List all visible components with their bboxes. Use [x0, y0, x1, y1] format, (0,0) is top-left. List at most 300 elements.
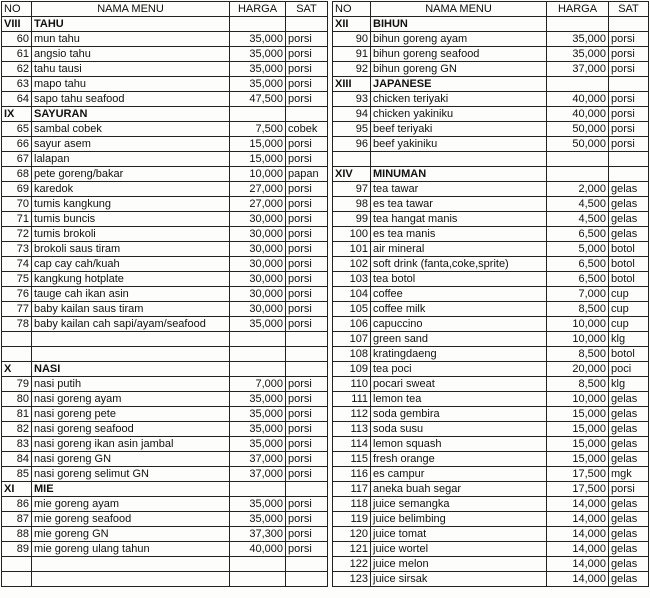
empty-cell	[2, 557, 32, 572]
item-name: baby kailan saus tiram	[32, 302, 230, 317]
item-price: 27,000	[230, 182, 286, 197]
item-name: mie goreng seafood	[32, 512, 230, 527]
section-header-row	[333, 167, 649, 182]
item-price: 30,000	[230, 287, 286, 302]
header-menu-name: NAMA MENU	[371, 2, 547, 17]
item-name: tea poci	[371, 362, 547, 377]
item-unit: poci	[609, 362, 649, 377]
item-number: 101	[333, 242, 371, 257]
item-number: 96	[333, 137, 371, 152]
item-unit: porsi	[286, 437, 328, 452]
item-price: 37,000	[230, 452, 286, 467]
item-number: 105	[333, 302, 371, 317]
menu-item-row	[333, 212, 649, 227]
menu-item-row	[2, 152, 328, 167]
item-unit: mgk	[609, 467, 649, 482]
item-number: 64	[2, 92, 32, 107]
item-price: 50,000	[547, 122, 609, 137]
menu-item-row	[2, 47, 328, 62]
header-row	[2, 2, 328, 17]
item-number: 83	[2, 437, 32, 452]
menu-item-row	[2, 92, 328, 107]
item-price: 30,000	[230, 257, 286, 272]
item-unit: porsi	[286, 182, 328, 197]
item-number: 84	[2, 452, 32, 467]
menu-item-row	[2, 137, 328, 152]
item-number: 77	[2, 302, 32, 317]
item-number: 69	[2, 182, 32, 197]
menu-item-row	[333, 197, 649, 212]
empty-cell	[2, 572, 32, 587]
item-name: coffee	[371, 287, 547, 302]
item-number: 79	[2, 377, 32, 392]
item-number: 76	[2, 287, 32, 302]
menu-item-row	[333, 452, 649, 467]
item-name: tumis buncis	[32, 212, 230, 227]
item-price: 35,000	[230, 392, 286, 407]
item-number: 121	[333, 542, 371, 557]
item-price: 7,000	[547, 287, 609, 302]
item-unit: gelas	[609, 542, 649, 557]
header-price: HARGA	[230, 2, 286, 17]
item-number: 65	[2, 122, 32, 137]
item-name: tea hangat manis	[371, 212, 547, 227]
item-unit: gelas	[609, 227, 649, 242]
section-title: NASI	[32, 362, 230, 377]
empty-cell	[609, 77, 649, 92]
item-unit: porsi	[286, 242, 328, 257]
item-unit: porsi	[609, 137, 649, 152]
item-name: mie goreng ayam	[32, 497, 230, 512]
item-number: 106	[333, 317, 371, 332]
item-name: soft drink (fanta,coke,sprite)	[371, 257, 547, 272]
item-number: 68	[2, 167, 32, 182]
menu-item-row	[333, 182, 649, 197]
empty-cell	[32, 572, 230, 587]
section-number: IX	[2, 107, 32, 122]
item-unit: porsi	[286, 407, 328, 422]
item-unit: cup	[609, 317, 649, 332]
header-price: HARGA	[547, 2, 609, 17]
item-price: 6,500	[547, 272, 609, 287]
menu-item-row	[2, 242, 328, 257]
item-name: beef yakiniku	[371, 137, 547, 152]
menu-item-row	[2, 302, 328, 317]
item-number: 95	[333, 122, 371, 137]
empty-cell	[230, 332, 286, 347]
item-number: 61	[2, 47, 32, 62]
empty-cell	[230, 362, 286, 377]
item-name: mie goreng ulang tahun	[32, 542, 230, 557]
item-unit: gelas	[609, 557, 649, 572]
item-unit: gelas	[609, 392, 649, 407]
item-price: 30,000	[230, 227, 286, 242]
item-unit: porsi	[609, 32, 649, 47]
item-name: sayur asem	[32, 137, 230, 152]
menu-item-row	[333, 467, 649, 482]
item-price: 15,000	[230, 137, 286, 152]
empty-cell	[230, 17, 286, 32]
menu-item-row	[333, 482, 649, 497]
menu-item-row	[333, 407, 649, 422]
menu-item-row	[2, 212, 328, 227]
menu-item-row	[333, 137, 649, 152]
menu-item-row	[2, 542, 328, 557]
header-unit: SAT	[286, 2, 328, 17]
item-unit: porsi	[286, 257, 328, 272]
item-price: 35,000	[230, 47, 286, 62]
empty-cell	[547, 152, 609, 167]
item-price: 47,500	[230, 92, 286, 107]
item-unit: porsi	[286, 212, 328, 227]
item-number: 90	[333, 32, 371, 47]
item-unit: porsi	[286, 92, 328, 107]
item-unit: porsi	[286, 512, 328, 527]
item-name: chicken teriyaki	[371, 92, 547, 107]
header-unit: SAT	[609, 2, 649, 17]
item-unit: klg	[609, 332, 649, 347]
item-name: tauge cah ikan asin	[32, 287, 230, 302]
menu-item-row	[333, 392, 649, 407]
item-price: 15,000	[547, 407, 609, 422]
item-name: angsio tahu	[32, 47, 230, 62]
item-number: 67	[2, 152, 32, 167]
empty-cell	[230, 107, 286, 122]
empty-cell	[230, 557, 286, 572]
item-name: coffee milk	[371, 302, 547, 317]
item-name: kangkung hotplate	[32, 272, 230, 287]
menu-item-row	[2, 497, 328, 512]
item-number: 102	[333, 257, 371, 272]
blank-row	[2, 332, 328, 347]
item-price: 8,500	[547, 377, 609, 392]
item-name: juice tomat	[371, 527, 547, 542]
item-price: 35,000	[230, 317, 286, 332]
item-number: 98	[333, 197, 371, 212]
blank-row	[333, 152, 649, 167]
item-name: kratingdaeng	[371, 347, 547, 362]
item-number: 72	[2, 227, 32, 242]
item-name: aneka buah segar	[371, 482, 547, 497]
item-unit: porsi	[286, 422, 328, 437]
item-unit: porsi	[286, 272, 328, 287]
item-number: 114	[333, 437, 371, 452]
menu-item-row	[333, 437, 649, 452]
item-price: 6,500	[547, 257, 609, 272]
menu-item-row	[2, 467, 328, 482]
header-row	[333, 2, 649, 17]
item-name: lemon squash	[371, 437, 547, 452]
menu-item-row	[2, 197, 328, 212]
item-name: tea botol	[371, 272, 547, 287]
item-name: nasi goreng GN	[32, 452, 230, 467]
header-no: NO	[333, 2, 371, 17]
menu-item-row	[2, 272, 328, 287]
item-number: 123	[333, 572, 371, 587]
item-name: bihun goreng GN	[371, 62, 547, 77]
empty-cell	[371, 152, 547, 167]
item-number: 92	[333, 62, 371, 77]
menu-item-row	[333, 572, 649, 587]
empty-cell	[230, 347, 286, 362]
item-number: 82	[2, 422, 32, 437]
item-price: 50,000	[547, 137, 609, 152]
item-number: 99	[333, 212, 371, 227]
item-name: tea tawar	[371, 182, 547, 197]
item-unit: porsi	[286, 542, 328, 557]
empty-cell	[286, 107, 328, 122]
item-number: 81	[2, 407, 32, 422]
blank-row	[2, 347, 328, 362]
item-price: 15,000	[230, 152, 286, 167]
item-name: pete goreng/bakar	[32, 167, 230, 182]
item-name: juice sirsak	[371, 572, 547, 587]
item-price: 35,000	[230, 32, 286, 47]
item-name: nasi goreng ayam	[32, 392, 230, 407]
item-name: es tea manis	[371, 227, 547, 242]
item-unit: porsi	[286, 32, 328, 47]
item-unit: porsi	[286, 287, 328, 302]
item-name: bihun goreng ayam	[371, 32, 547, 47]
item-name: juice wortel	[371, 542, 547, 557]
menu-item-row	[333, 497, 649, 512]
menu-item-row	[2, 422, 328, 437]
item-number: 111	[333, 392, 371, 407]
item-name: mapo tahu	[32, 77, 230, 92]
item-price: 37,300	[230, 527, 286, 542]
item-price: 6,500	[547, 227, 609, 242]
item-price: 10,000	[547, 317, 609, 332]
item-price: 8,500	[547, 347, 609, 362]
item-unit: gelas	[609, 572, 649, 587]
item-unit: gelas	[609, 437, 649, 452]
item-unit: gelas	[609, 527, 649, 542]
item-unit: gelas	[609, 422, 649, 437]
item-unit: porsi	[286, 227, 328, 242]
empty-cell	[547, 77, 609, 92]
item-number: 89	[2, 542, 32, 557]
empty-cell	[286, 572, 328, 587]
item-name: fresh orange	[371, 452, 547, 467]
item-price: 17,500	[547, 467, 609, 482]
item-name: baby kailan cah sapi/ayam/seafood	[32, 317, 230, 332]
item-price: 35,000	[230, 497, 286, 512]
empty-cell	[286, 17, 328, 32]
menu-item-row	[333, 47, 649, 62]
menu-item-row	[333, 257, 649, 272]
empty-cell	[286, 347, 328, 362]
blank-row	[2, 557, 328, 572]
item-price: 5,000	[547, 242, 609, 257]
item-price: 35,000	[230, 407, 286, 422]
item-name: tumis brokoli	[32, 227, 230, 242]
item-price: 35,000	[230, 62, 286, 77]
item-number: 60	[2, 32, 32, 47]
item-name: nasi putih	[32, 377, 230, 392]
item-name: nasi goreng pete	[32, 407, 230, 422]
item-number: 104	[333, 287, 371, 302]
item-name: tahu tausi	[32, 62, 230, 77]
item-number: 120	[333, 527, 371, 542]
item-number: 103	[333, 272, 371, 287]
item-number: 113	[333, 422, 371, 437]
menu-item-row	[333, 107, 649, 122]
empty-cell	[286, 362, 328, 377]
item-price: 37,000	[230, 467, 286, 482]
item-unit: cup	[609, 287, 649, 302]
item-price: 35,000	[230, 77, 286, 92]
menu-item-row	[2, 407, 328, 422]
item-price: 40,000	[230, 542, 286, 557]
item-number: 119	[333, 512, 371, 527]
item-name: chicken yakiniku	[371, 107, 547, 122]
item-unit: porsi	[609, 482, 649, 497]
menu-item-row	[2, 452, 328, 467]
item-number: 112	[333, 407, 371, 422]
item-unit: porsi	[286, 527, 328, 542]
item-unit: cup	[609, 302, 649, 317]
item-number: 71	[2, 212, 32, 227]
item-name: es tea tawar	[371, 197, 547, 212]
menu-item-row	[2, 167, 328, 182]
empty-cell	[2, 347, 32, 362]
item-name: air mineral	[371, 242, 547, 257]
menu-table-left	[1, 1, 328, 587]
empty-cell	[547, 17, 609, 32]
item-unit: porsi	[609, 62, 649, 77]
item-number: 91	[333, 47, 371, 62]
item-name: green sand	[371, 332, 547, 347]
item-unit: porsi	[609, 122, 649, 137]
item-unit: gelas	[609, 182, 649, 197]
item-price: 27,000	[230, 197, 286, 212]
section-number: XIII	[333, 77, 371, 92]
item-number: 116	[333, 467, 371, 482]
item-unit: porsi	[286, 377, 328, 392]
item-unit: porsi	[286, 152, 328, 167]
section-number: XIV	[333, 167, 371, 182]
item-number: 94	[333, 107, 371, 122]
item-price: 10,000	[547, 392, 609, 407]
item-price: 35,000	[230, 512, 286, 527]
menu-item-row	[2, 317, 328, 332]
item-name: mun tahu	[32, 32, 230, 47]
menu-item-row	[2, 62, 328, 77]
item-number: 62	[2, 62, 32, 77]
item-price: 14,000	[547, 557, 609, 572]
item-unit: botol	[609, 347, 649, 362]
menu-item-row	[333, 32, 649, 47]
item-number: 107	[333, 332, 371, 347]
item-price: 20,000	[547, 362, 609, 377]
menu-item-row	[2, 437, 328, 452]
item-number: 85	[2, 467, 32, 482]
section-title: JAPANESE	[371, 77, 547, 92]
item-name: karedok	[32, 182, 230, 197]
menu-item-row	[333, 287, 649, 302]
empty-cell	[609, 17, 649, 32]
item-number: 66	[2, 137, 32, 152]
header-no: NO	[2, 2, 32, 17]
item-price: 7,000	[230, 377, 286, 392]
item-name: es campur	[371, 467, 547, 482]
item-number: 74	[2, 257, 32, 272]
menu-item-row	[2, 182, 328, 197]
item-price: 15,000	[547, 437, 609, 452]
item-price: 15,000	[547, 452, 609, 467]
item-number: 80	[2, 392, 32, 407]
section-header-row	[2, 107, 328, 122]
item-name: capuccino	[371, 317, 547, 332]
menu-item-row	[333, 227, 649, 242]
menu-item-row	[2, 392, 328, 407]
empty-cell	[230, 572, 286, 587]
item-unit: gelas	[609, 407, 649, 422]
item-number: 100	[333, 227, 371, 242]
menu-item-row	[333, 542, 649, 557]
menu-item-row	[333, 122, 649, 137]
item-unit: porsi	[609, 92, 649, 107]
item-price: 15,000	[547, 422, 609, 437]
item-price: 14,000	[547, 512, 609, 527]
item-unit: botol	[609, 257, 649, 272]
section-number: X	[2, 362, 32, 377]
empty-cell	[32, 332, 230, 347]
empty-cell	[32, 347, 230, 362]
menu-item-row	[2, 512, 328, 527]
item-number: 86	[2, 497, 32, 512]
item-unit: porsi	[286, 467, 328, 482]
item-unit: porsi	[286, 77, 328, 92]
item-unit: porsi	[286, 62, 328, 77]
item-number: 109	[333, 362, 371, 377]
menu-item-row	[333, 302, 649, 317]
item-unit: porsi	[286, 137, 328, 152]
menu-item-row	[2, 32, 328, 47]
item-name: brokoli saus tiram	[32, 242, 230, 257]
item-price: 14,000	[547, 497, 609, 512]
item-number: 87	[2, 512, 32, 527]
item-name: nasi goreng selimut GN	[32, 467, 230, 482]
item-name: nasi goreng ikan asin jambal	[32, 437, 230, 452]
item-price: 30,000	[230, 212, 286, 227]
menu-item-row	[2, 287, 328, 302]
item-name: juice belimbing	[371, 512, 547, 527]
item-price: 30,000	[230, 272, 286, 287]
menu-item-row	[333, 62, 649, 77]
item-name: lalapan	[32, 152, 230, 167]
menu-item-row	[2, 122, 328, 137]
menu-item-row	[333, 512, 649, 527]
blank-row	[2, 572, 328, 587]
item-number: 73	[2, 242, 32, 257]
item-unit: porsi	[286, 302, 328, 317]
item-number: 117	[333, 482, 371, 497]
item-number: 122	[333, 557, 371, 572]
item-unit: porsi	[286, 47, 328, 62]
menu-item-row	[333, 347, 649, 362]
section-header-row	[2, 362, 328, 377]
menu-item-row	[2, 227, 328, 242]
item-price: 30,000	[230, 302, 286, 317]
item-number: 108	[333, 347, 371, 362]
item-number: 93	[333, 92, 371, 107]
item-price: 7,500	[230, 122, 286, 137]
item-price: 10,000	[547, 332, 609, 347]
item-name: sapo tahu seafood	[32, 92, 230, 107]
item-price: 37,000	[547, 62, 609, 77]
item-unit: klg	[609, 377, 649, 392]
